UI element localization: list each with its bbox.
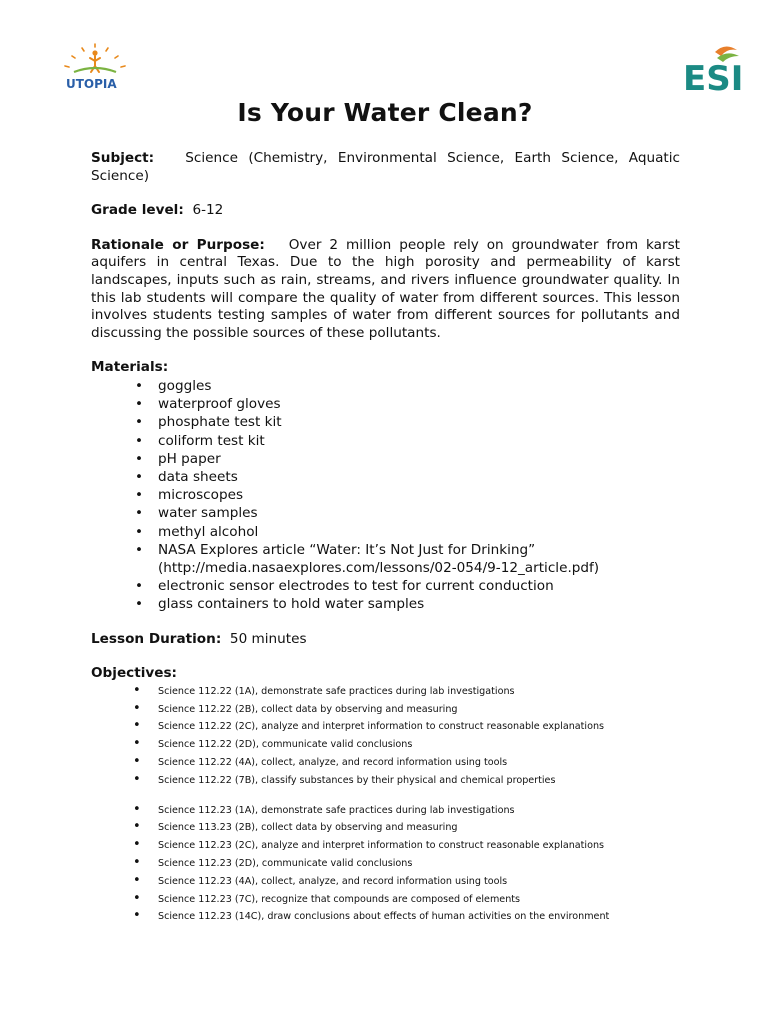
utopia-logo xyxy=(60,42,130,96)
subject-section xyxy=(91,150,680,185)
list-item: • glass containers to hold water samples xyxy=(135,596,425,613)
page-title: Is Your Water Clean? xyxy=(237,98,533,127)
objectives-heading xyxy=(91,665,680,683)
list-item: • Science 112.22 (4A), collect, analyze, and record information using tools xyxy=(133,753,508,769)
esi-logo xyxy=(683,44,741,94)
list-item: • electronic sensor electrodes to test for current conduction xyxy=(135,578,554,595)
list-item: • waterproof gloves xyxy=(135,396,281,413)
list-item: • Science 112.23 (7C), recognize that compounds are composed of elements xyxy=(133,890,521,906)
rationale-section xyxy=(91,237,680,343)
list-item: • water samples xyxy=(135,505,258,522)
subject-label: Subject: xyxy=(91,150,155,166)
materials-list xyxy=(91,377,680,614)
list-item: • pH paper xyxy=(135,450,221,467)
duration-value: 50 minutes xyxy=(229,630,307,647)
list-item: • Science 112.23 (14C), draw conclusions about effects of human activities on the environment xyxy=(133,908,610,924)
grade-label: Grade level: xyxy=(91,202,184,219)
list-item: • Science 112.22 (7B), classify substances by their physical and chemical properties xyxy=(133,771,556,787)
list-item: • Science 112.23 (2C), analyze and interpret information to construct reasonable explanations xyxy=(133,837,605,853)
duration-section xyxy=(91,631,680,649)
list-item: • data sheets xyxy=(135,468,238,485)
list-item: • coliform test kit xyxy=(135,432,265,449)
materials-heading xyxy=(91,359,680,377)
grade-section xyxy=(91,202,680,220)
list-item: • NASA Explores article “Water: It’s Not Just for Drinking” xyxy=(135,541,536,558)
list-item: • Science 112.23 (2D), communicate valid conclusions xyxy=(133,854,413,870)
list-item: • methyl alcohol xyxy=(135,523,259,540)
list-item: • Science 112.22 (2C), analyze and interpret information to construct reasonable explanations xyxy=(133,718,605,734)
list-item: • Science 112.23 (4A), collect, analyze, and record information using tools xyxy=(133,872,508,888)
duration-label: Lesson Duration: xyxy=(91,630,222,647)
list-item: • microscopes xyxy=(135,487,244,504)
subject-value: Science (Chemistry, Environmental Science, Earth Science, Aquatic Science) xyxy=(91,150,680,184)
list-item: • Science 112.22 (2D), communicate valid conclusions xyxy=(133,736,413,752)
objectives-list-2 xyxy=(91,802,680,927)
list-item: • phosphate test kit xyxy=(135,414,282,431)
list-item-continuation: (http://media.nasaexplores.com/lessons/02-054/9-12_article.pdf) xyxy=(158,559,600,576)
rationale-label: Rationale or Purpose: xyxy=(91,236,265,253)
list-item: • Science 113.23 (2B), collect data by observing and measuring xyxy=(133,819,458,835)
list-item: • goggles xyxy=(135,377,212,394)
objectives-list-1 xyxy=(91,683,680,790)
materials-label: Materials: xyxy=(91,359,169,376)
rationale-value: Over 2 million people rely on groundwater from karst aquifers in central Texas. Due to the high porosity and permeability of karst landscapes, inputs such as rain, streams, and rivers influence groundwater quality. In this lab students will compare the quality of water from different sources. This lesson involves students testing samples of water from different sources for pollutants and discussing the possible sources of these pollutants. xyxy=(91,236,680,341)
list-item: • Science 112.22 (2B), collect data by observing and measuring xyxy=(133,700,458,716)
objectives-label: Objectives: xyxy=(91,665,177,682)
esi-logo-text: ESI xyxy=(683,59,741,94)
grade-value: 6-12 xyxy=(192,202,224,219)
list-item: • Science 112.22 (1A), demonstrate safe practices during lab investigations xyxy=(133,682,515,698)
list-item: • Science 112.23 (1A), demonstrate safe practices during lab investigations xyxy=(133,801,515,817)
lesson-content xyxy=(91,150,680,926)
utopia-logo-text: UTOPIA xyxy=(66,77,117,91)
